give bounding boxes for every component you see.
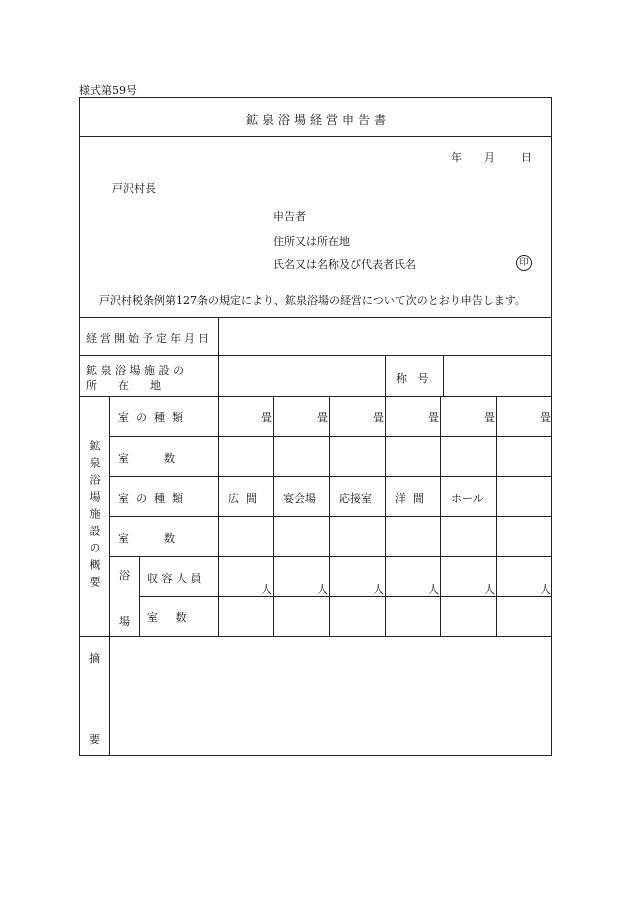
col-grid-4	[440, 396, 441, 636]
room-type-cell: 応接室	[339, 492, 372, 505]
col-grid-2	[329, 396, 330, 636]
person-unit: 人	[540, 583, 551, 596]
addressee: 戸沢村長	[112, 182, 156, 195]
tatami-unit: 畳	[428, 411, 439, 424]
outline-label: 鉱泉浴場施設の概要	[88, 440, 101, 593]
title-input[interactable]	[445, 356, 550, 395]
room-type-label-2: 室 の 種 類	[118, 492, 183, 505]
date-day: 日	[521, 151, 532, 164]
col-line-title-2	[443, 355, 444, 396]
bath-label-bottom: 場	[119, 615, 130, 628]
col-line-label	[218, 317, 219, 636]
form-number: 様式第59号	[79, 84, 137, 97]
room-count-label-2: 室 数	[118, 532, 175, 545]
frame-right	[551, 97, 552, 756]
person-unit: 人	[373, 583, 384, 596]
start-date-label: 経営開始予定年月日	[86, 332, 212, 345]
frame-left	[79, 97, 80, 756]
declarant-label: 申告者	[273, 210, 306, 223]
bath-label-top: 浴	[119, 569, 130, 582]
form-title: 鉱泉浴場経営申告書	[246, 113, 391, 127]
row-line-3	[109, 436, 552, 437]
date-year: 年	[451, 151, 462, 164]
col-line-title-1	[385, 355, 386, 396]
row-line-6	[109, 556, 552, 557]
person-unit: 人	[261, 583, 272, 596]
person-unit: 人	[484, 583, 495, 596]
bath-count-label: 室 数	[147, 611, 187, 624]
statement: 戸沢村税条例第127条の規定により、鉱泉浴場の経営について次のとおり申告します。	[99, 294, 526, 307]
col-line-outline	[109, 396, 110, 756]
start-date-input[interactable]	[220, 318, 550, 354]
row-line-4	[109, 476, 552, 477]
col-grid-1	[273, 396, 274, 636]
row-line-2	[79, 396, 552, 397]
frame-bottom	[79, 755, 552, 756]
tatami-unit: 畳	[540, 411, 551, 424]
frame-top	[79, 97, 552, 98]
location-label-2: 所 在 地	[86, 379, 161, 392]
room-type-label-1: 室 の 種 類	[118, 411, 183, 424]
date-month: 月	[484, 151, 495, 164]
tatami-unit: 畳	[373, 411, 384, 424]
row-line-8	[79, 636, 552, 637]
person-unit: 人	[317, 583, 328, 596]
location-label-1: 鉱 泉 浴 場 施 設 の	[86, 364, 184, 377]
room-type-cell: 宴会場	[283, 492, 316, 505]
person-unit: 人	[428, 583, 439, 596]
col-line-bath	[139, 556, 140, 636]
col-grid-5	[496, 396, 497, 636]
room-type-cell: 広 間	[228, 492, 257, 505]
room-type-cell: 洋 間	[395, 492, 424, 505]
seal-mark: 印	[516, 255, 532, 271]
title-divider	[79, 136, 552, 137]
col-grid-3	[385, 396, 386, 636]
summary-input[interactable]	[111, 638, 550, 754]
room-type-cell: ホール	[451, 492, 484, 505]
summary-label-bottom: 要	[89, 733, 100, 746]
row-line-5	[109, 516, 552, 517]
room-count-label-1: 室 数	[118, 452, 175, 465]
summary-label-top: 摘	[89, 652, 100, 665]
tatami-unit: 畳	[317, 411, 328, 424]
tatami-unit: 畳	[484, 411, 495, 424]
title-label: 称 号	[396, 372, 429, 385]
tatami-unit: 畳	[261, 411, 272, 424]
capacity-label: 収 容 人 員	[147, 572, 202, 585]
declarant-address: 住所又は所在地	[273, 235, 350, 248]
declarant-name: 氏名又は名称及び代表者氏名	[273, 258, 416, 271]
location-input[interactable]	[220, 356, 384, 395]
